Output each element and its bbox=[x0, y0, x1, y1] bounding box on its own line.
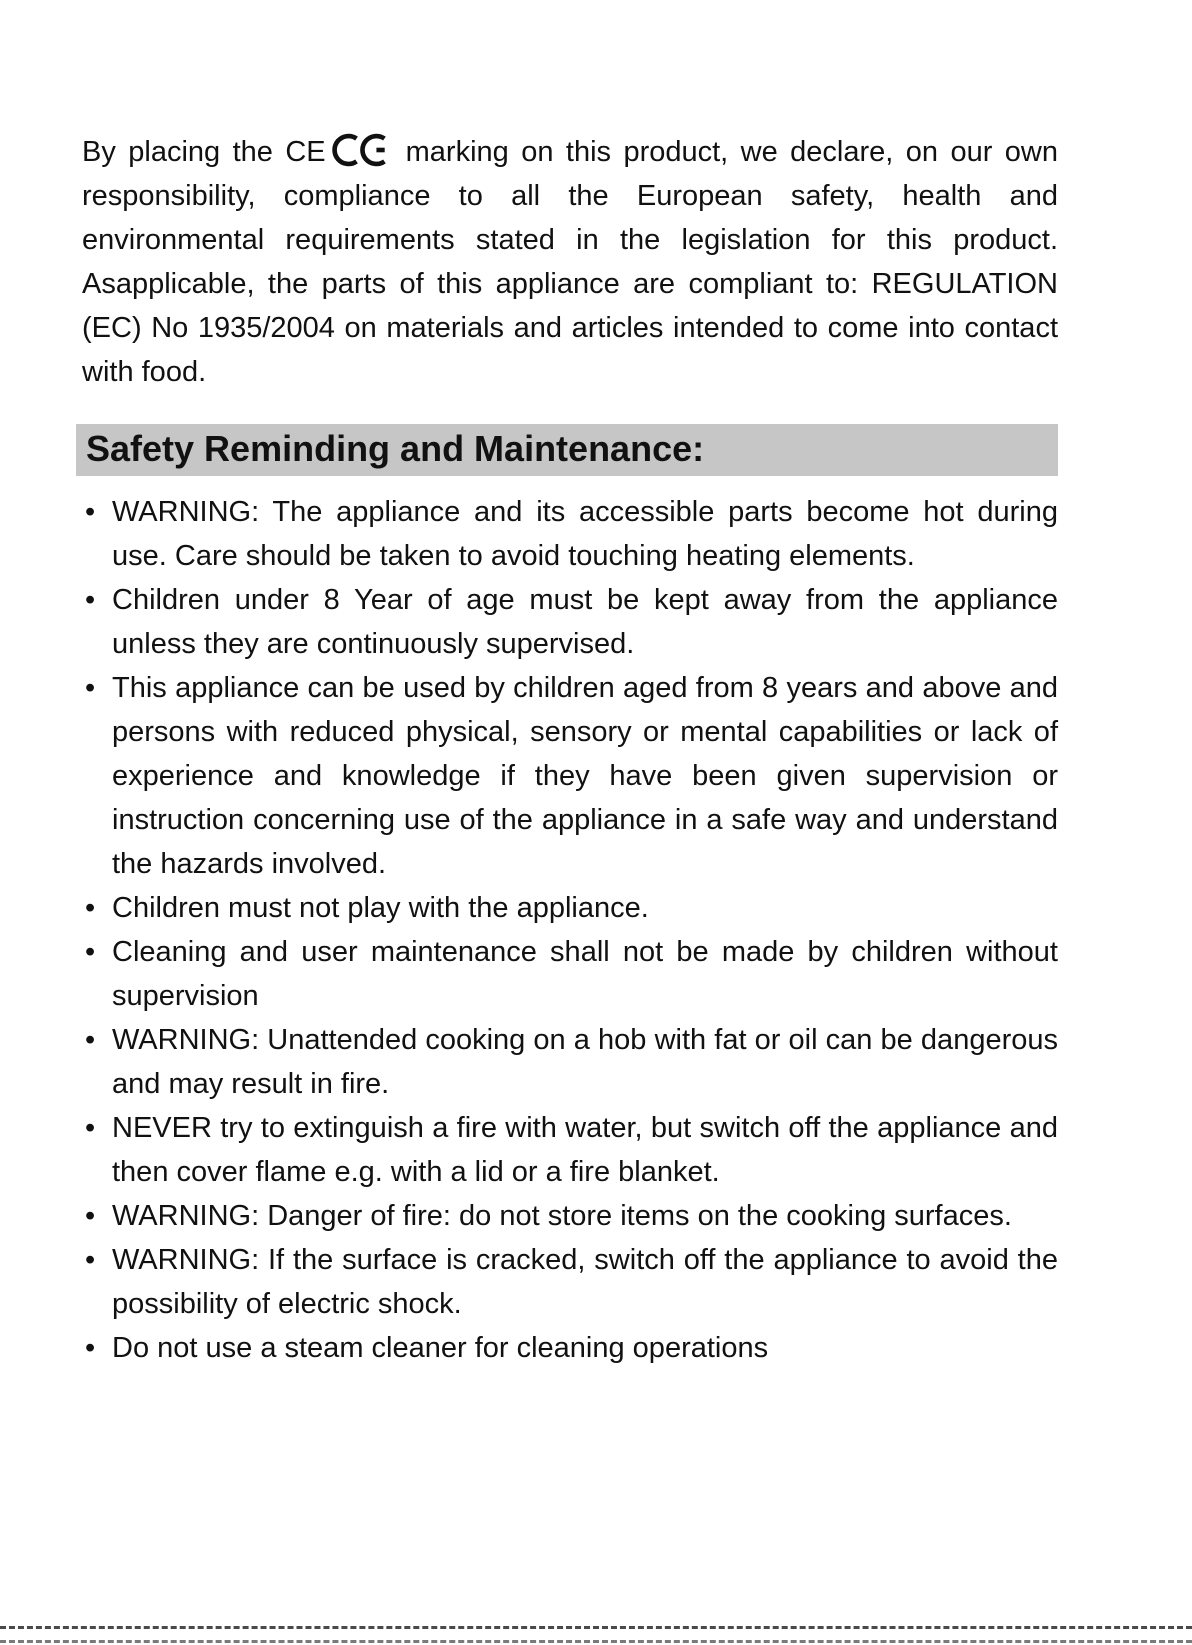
list-item-text: This appliance can be used by children aged from 8 years and above and persons with reduced physical, sensory or mental capabilities or lack of experience and knowledge if they have been given supervision or instruction concerning use of the appliance in a safe way and understand the hazards involved. bbox=[112, 672, 1058, 880]
list-item-text: Do not use a steam cleaner for cleaning operations bbox=[112, 1332, 769, 1364]
page-bottom-edge-line bbox=[0, 1640, 1192, 1643]
safety-bullet-list bbox=[82, 490, 1058, 1370]
list-item bbox=[82, 886, 1058, 930]
list-item bbox=[82, 1326, 1058, 1370]
list-item bbox=[82, 490, 1058, 578]
intro-paragraph bbox=[82, 130, 1058, 394]
section-heading: Safety Reminding and Maintenance: bbox=[76, 424, 1058, 476]
list-item bbox=[82, 1194, 1058, 1238]
list-item-text: WARNING: Danger of fire: do not store items on the cooking surfaces. bbox=[112, 1200, 1012, 1232]
list-item bbox=[82, 1106, 1058, 1194]
list-item-text: WARNING: Unattended cooking on a hob with fat or oil can be dangerous and may result in fire. bbox=[112, 1024, 1058, 1100]
ce-mark-icon bbox=[332, 132, 394, 168]
list-item-text: NEVER try to extinguish a fire with water, but switch off the appliance and then cover flame e.g. with a lid or a fire blanket. bbox=[112, 1112, 1058, 1188]
list-item bbox=[82, 1238, 1058, 1326]
list-item-text: WARNING: If the surface is cracked, switch off the appliance to avoid the possibility of electric shock. bbox=[112, 1244, 1058, 1320]
list-item-text: Children must not play with the appliance. bbox=[112, 892, 649, 924]
list-item bbox=[82, 930, 1058, 1018]
list-item bbox=[82, 578, 1058, 666]
list-item-text: WARNING: The appliance and its accessible parts become hot during use. Care should be taken to avoid touching heating elements. bbox=[112, 496, 1058, 572]
list-item bbox=[82, 1018, 1058, 1106]
page-bottom-divider bbox=[0, 1626, 1192, 1629]
list-item bbox=[82, 666, 1058, 886]
list-item-text: Children under 8 Year of age must be kept away from the appliance unless they are continuously supervised. bbox=[112, 584, 1058, 660]
intro-text-before-ce: By placing the CE bbox=[82, 136, 326, 168]
list-item-text: Cleaning and user maintenance shall not be made by children without supervision bbox=[112, 936, 1058, 1012]
intro-text-after-ce: marking on this product, we declare, on our own responsibility, compliance to all the European safety, health and environmental requirements stated in the legislation for this product. Asapplicable, the parts of this appliance are compliant to: REGULATION (EC) No 1935/2004 on materials and articles intended to come into contact with food. bbox=[82, 136, 1059, 388]
